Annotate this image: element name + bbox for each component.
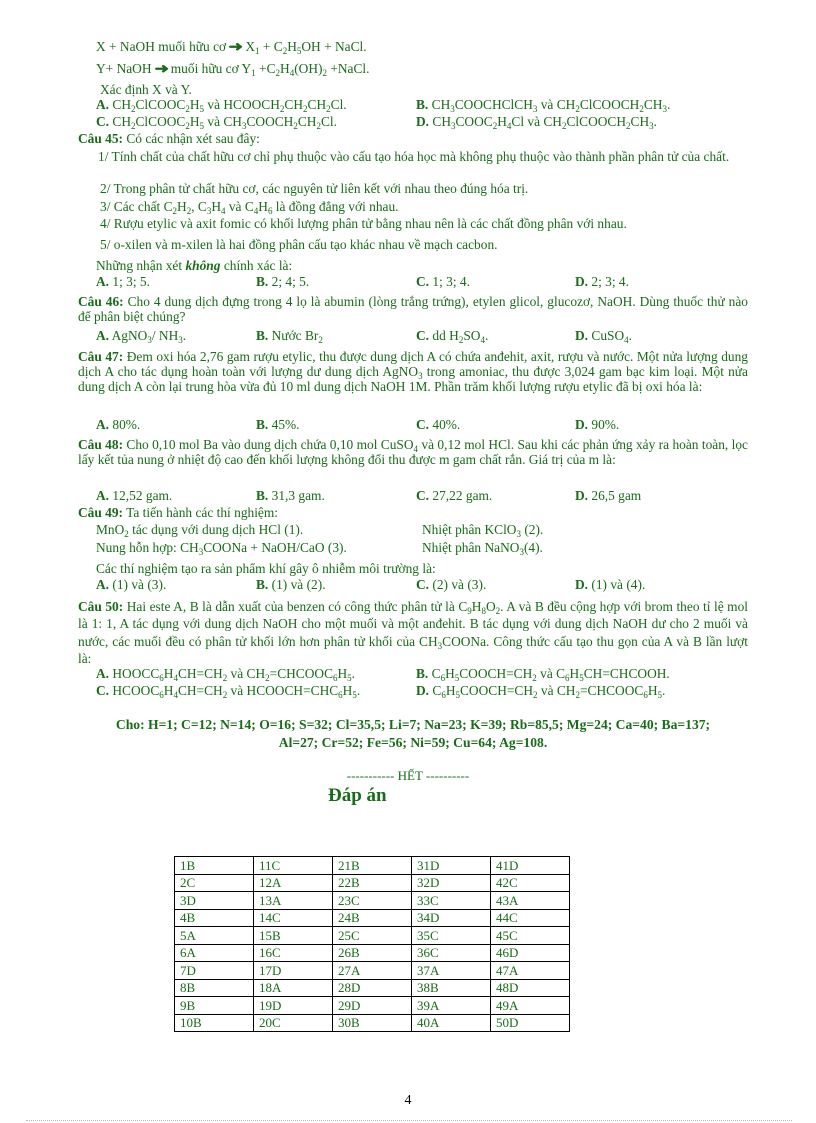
- answer-cell: 35C: [412, 927, 491, 945]
- answer-cell: 2C: [175, 874, 254, 892]
- question-47-stem: Câu 47: Đem oxi hóa 2,76 gam rượu etylic, thu được dung dịch A có chứa anđehit, axit, rượu và nước. Một nửa lượng dung dịch A cho tác dụng hoàn toàn với lượng dư dung dịch AgNO$_3$ trong amoniac, thu được 3,024 gam bạc kim loại. Một nửa dung dịch A còn lại trung hòa vừa đủ 10 ml dung dịch NaOH 1M. Phần trăm khối lượng rượu etylic đã bị oxi hóa là:: [78, 349, 748, 395]
- atomic-masses-line-2: Al=27; Cr=52; Fe=56; Ni=59; Cu=64; Ag=108.: [278, 735, 548, 750]
- option-c: C. $CH_2ClCOOC_2H_5$ và $CH_3COOCH_2CH_2Cl$.: [96, 114, 337, 131]
- answer-cell: 32D: [412, 874, 491, 892]
- table-row: [175, 909, 570, 927]
- answer-cell: 36C: [412, 944, 491, 962]
- option-a: A. $HOOCC_6H_4CH=CH_2$ và $CH_2=CHCOOC_6H_5$.: [96, 666, 356, 683]
- table-row: [175, 962, 570, 980]
- answer-cell: 40A: [412, 1014, 491, 1032]
- answer-cell: 3D: [175, 892, 254, 910]
- answer-cell: 33C: [412, 892, 491, 910]
- end-marker: ----------- HẾT ----------: [346, 768, 470, 783]
- answer-cell: 11C: [254, 857, 333, 875]
- arrow-right-icon: ➜: [153, 61, 169, 76]
- option-b: B. $C_6H_5COOCH=CH_2$ và $C_6H_5CH=CHCOOH$.: [416, 666, 670, 683]
- question-46-stem: Câu 46: Cho 4 dung dịch đựng trong 4 lọ là abumin (lòng trắng trứng), etylen glicol, glucozơ, NaOH. Dùng thuốc thử nào để phân biệt chúng?: [78, 294, 748, 325]
- option-c: C. (2) và (3).: [416, 577, 487, 592]
- answer-cell: 42C: [491, 874, 570, 892]
- answer-cell: 1B: [175, 857, 254, 875]
- option-c: C. dd $H_2SO_4$.: [416, 328, 489, 345]
- answer-cell: 6A: [175, 944, 254, 962]
- answer-cell: 7D: [175, 962, 254, 980]
- answer-cell: 48D: [491, 979, 570, 997]
- answer-cell: 8B: [175, 979, 254, 997]
- answer-cell: 37A: [412, 962, 491, 980]
- answer-cell: 41D: [491, 857, 570, 875]
- answer-cell: 29D: [333, 997, 412, 1015]
- answer-cell: 45C: [491, 927, 570, 945]
- answer-cell: 12A: [254, 874, 333, 892]
- option-d: D. $C_6H_5COOCH=CH_2$ và $CH_2=CHCOOC_6H_5$.: [416, 683, 666, 700]
- answer-cell: 15B: [254, 927, 333, 945]
- option-a: A. 80%.: [96, 417, 141, 432]
- statement-3: 3/ Các chất $C_2H_2$, $C_3H_4$ và $C_4H_6$ là đồng đẳng với nhau.: [100, 199, 399, 216]
- answer-cell: 16C: [254, 944, 333, 962]
- table-row: [175, 997, 570, 1015]
- answer-cell: 20C: [254, 1014, 333, 1032]
- table-row: [175, 1014, 570, 1032]
- answer-cell: 44C: [491, 909, 570, 927]
- option-b: B. (1) và (2).: [256, 577, 326, 592]
- answer-cell: 34D: [412, 909, 491, 927]
- question-48-stem: Câu 48: Cho 0,10 mol Ba vào dung dịch chứa 0,10 mol CuSO$_4$ và 0,12 mol HCl. Sau khi các phản ứng xảy ra hoàn toàn, lọc lấy kết tủa nung ở nhiệt độ cao đến khối lượng không đổi thu được m gam chất rắn. Giá trị của m là:: [78, 437, 748, 468]
- reaction-y-right: muối hữu cơ $Y_1 +C_2H_4(OH)_2$ +NaCl.: [170, 61, 370, 78]
- answer-cell: 23C: [333, 892, 412, 910]
- answer-cell: 31D: [412, 857, 491, 875]
- table-row: [175, 944, 570, 962]
- option-a: A. 1; 3; 5.: [96, 274, 150, 289]
- option-b: B. 45%.: [256, 417, 300, 432]
- reaction-y-left: Y+ NaOH: [96, 61, 152, 76]
- answer-cell: 47A: [491, 962, 570, 980]
- option-c: C. $HCOOC_6H_4CH=CH_2$ và $HCOOCH=CHC_6H_5$.: [96, 683, 361, 700]
- question-prompt: Xác định X và Y.: [100, 82, 192, 97]
- question-50-stem: Câu 50: Hai este A, B là dẫn xuất của benzen có công thức phân tử là $C_9H_8O_2$. A và B đều cộng hợp với brom theo tỉ lệ mol là 1: 1, A tác dụng với dung dịch NaOH cho một muối và một anđehit. B tác dụng với dung dịch NaOH dư cho 2 muối và nước, các muối đều có phân tử khối lớn hơn phân tử khối của $CH_3COONa$. Công thức cấu tạo thu gọn của A và B lần lượt là:: [78, 599, 749, 667]
- option-b: B. 2; 4; 5.: [256, 274, 310, 289]
- option-c: C. 27,22 gam.: [416, 488, 493, 503]
- experiment-1: MnO$_2$ tác dụng với dung dịch HCl (1).: [96, 522, 304, 539]
- answer-cell: 27A: [333, 962, 412, 980]
- answer-cell: 30B: [333, 1014, 412, 1032]
- answer-cell: 43A: [491, 892, 570, 910]
- reaction-x-left: X + NaOH muối hữu cơ: [96, 39, 227, 54]
- atomic-masses-line-1: Cho: H=1; C=12; N=14; O=16; S=32; Cl=35,5; Li=7; Na=23; K=39; Rb=85,5; Mg=24; Ca=40; Ba=137;: [115, 717, 711, 732]
- option-d: D. (1) và (4).: [575, 577, 646, 592]
- option-c: C. 40%.: [416, 417, 461, 432]
- answer-cell: 50D: [491, 1014, 570, 1032]
- answer-key-table: [174, 856, 570, 1032]
- table-row: [175, 979, 570, 997]
- option-a: A. AgNO$_3$/ $NH_3$.: [96, 328, 187, 345]
- question-45-ask: Những nhận xét không chính xác là:: [96, 258, 293, 273]
- answer-cell: 25C: [333, 927, 412, 945]
- answer-cell: 9B: [175, 997, 254, 1015]
- option-d: D. 2; 3; 4.: [575, 274, 629, 289]
- answer-cell: 39A: [412, 997, 491, 1015]
- table-row: [175, 927, 570, 945]
- answer-key-title: Đáp án: [328, 785, 387, 806]
- statement-2: 2/ Trong phân tử chất hữu cơ, các nguyên tử liên kết với nhau theo đúng hóa trị.: [100, 181, 529, 196]
- answer-cell: 21B: [333, 857, 412, 875]
- option-d: D. CuSO$_4$.: [575, 328, 632, 345]
- experiment-2: Nhiệt phân KClO$_3$ (2).: [422, 522, 544, 539]
- question-45-stem: Câu 45: Có các nhận xét sau đây:: [78, 131, 260, 146]
- option-d: D. 90%.: [575, 417, 620, 432]
- option-c: C. 1; 3; 4.: [416, 274, 470, 289]
- answer-cell: 49A: [491, 997, 570, 1015]
- table-row: [175, 892, 570, 910]
- answer-cell: 13A: [254, 892, 333, 910]
- option-d: D. 26,5 gam: [575, 488, 642, 503]
- reaction-line-y: [96, 61, 369, 76]
- experiment-4: Nhiệt phân NaNO$_3$(4).: [422, 540, 543, 557]
- statement-1: 1/ Tính chất của chất hữu cơ chỉ phụ thuộc vào cấu tạo hóa học mà không phụ thuộc vào thành phần phân tử của chất.: [98, 149, 730, 164]
- answer-cell: 46D: [491, 944, 570, 962]
- answer-cell: 14C: [254, 909, 333, 927]
- statement-4: 4/ Rượu etylic và axit fomic có khối lượng phân tử bằng nhau nên là các chất đồng phân với nhau.: [100, 216, 627, 231]
- answer-cell: 28D: [333, 979, 412, 997]
- answer-cell: 18A: [254, 979, 333, 997]
- question-49-stem: Câu 49: Ta tiến hành các thí nghiệm:: [78, 505, 279, 520]
- experiment-3: Nung hỗn hợp: $CH_3COONa$ + NaOH/CaO (3).: [96, 540, 347, 557]
- arrow-right-icon: ➜: [228, 39, 244, 54]
- answer-cell: 17D: [254, 962, 333, 980]
- option-a: A. (1) và (3).: [96, 577, 167, 592]
- statement-5: 5/ o-xilen và m-xilen là hai đồng phân cấu tạo khác nhau về mạch cacbon.: [100, 237, 498, 252]
- table-row: [175, 874, 570, 892]
- reaction-x-right: $X_1 + C_2H_5OH$ + NaCl.: [245, 39, 367, 56]
- answer-cell: 19D: [254, 997, 333, 1015]
- reaction-line-x: [96, 39, 367, 54]
- answer-cell: 10B: [175, 1014, 254, 1032]
- option-b: B. 31,3 gam.: [256, 488, 325, 503]
- option-a: A. $CH_2ClCOOC_2H_5$ và $HCOOCH_2CH_2CH_2Cl$.: [96, 97, 347, 114]
- answer-cell: 4B: [175, 909, 254, 927]
- option-d: D. $CH_3COOC_2H_4Cl$ và $CH_2ClCOOCH_2CH_3$.: [416, 114, 657, 131]
- answer-cell: 38B: [412, 979, 491, 997]
- answer-cell: 24B: [333, 909, 412, 927]
- footer-divider: [26, 1120, 792, 1121]
- table-row: [175, 857, 570, 875]
- option-b: B. Nước $Br_2$: [256, 328, 323, 345]
- option-a: A. 12,52 gam.: [96, 488, 173, 503]
- answer-cell: 5A: [175, 927, 254, 945]
- option-b: B. $CH_3COOCHClCH_3$ và $CH_2ClCOOCH_2CH_3$.: [416, 97, 671, 114]
- answer-cell: 26B: [333, 944, 412, 962]
- question-49-ask: Các thí nghiệm tạo ra sản phẩm khí gây ô nhiễm môi trường là:: [96, 561, 436, 576]
- page-number: 4: [404, 1093, 412, 1108]
- answer-cell: 22B: [333, 874, 412, 892]
